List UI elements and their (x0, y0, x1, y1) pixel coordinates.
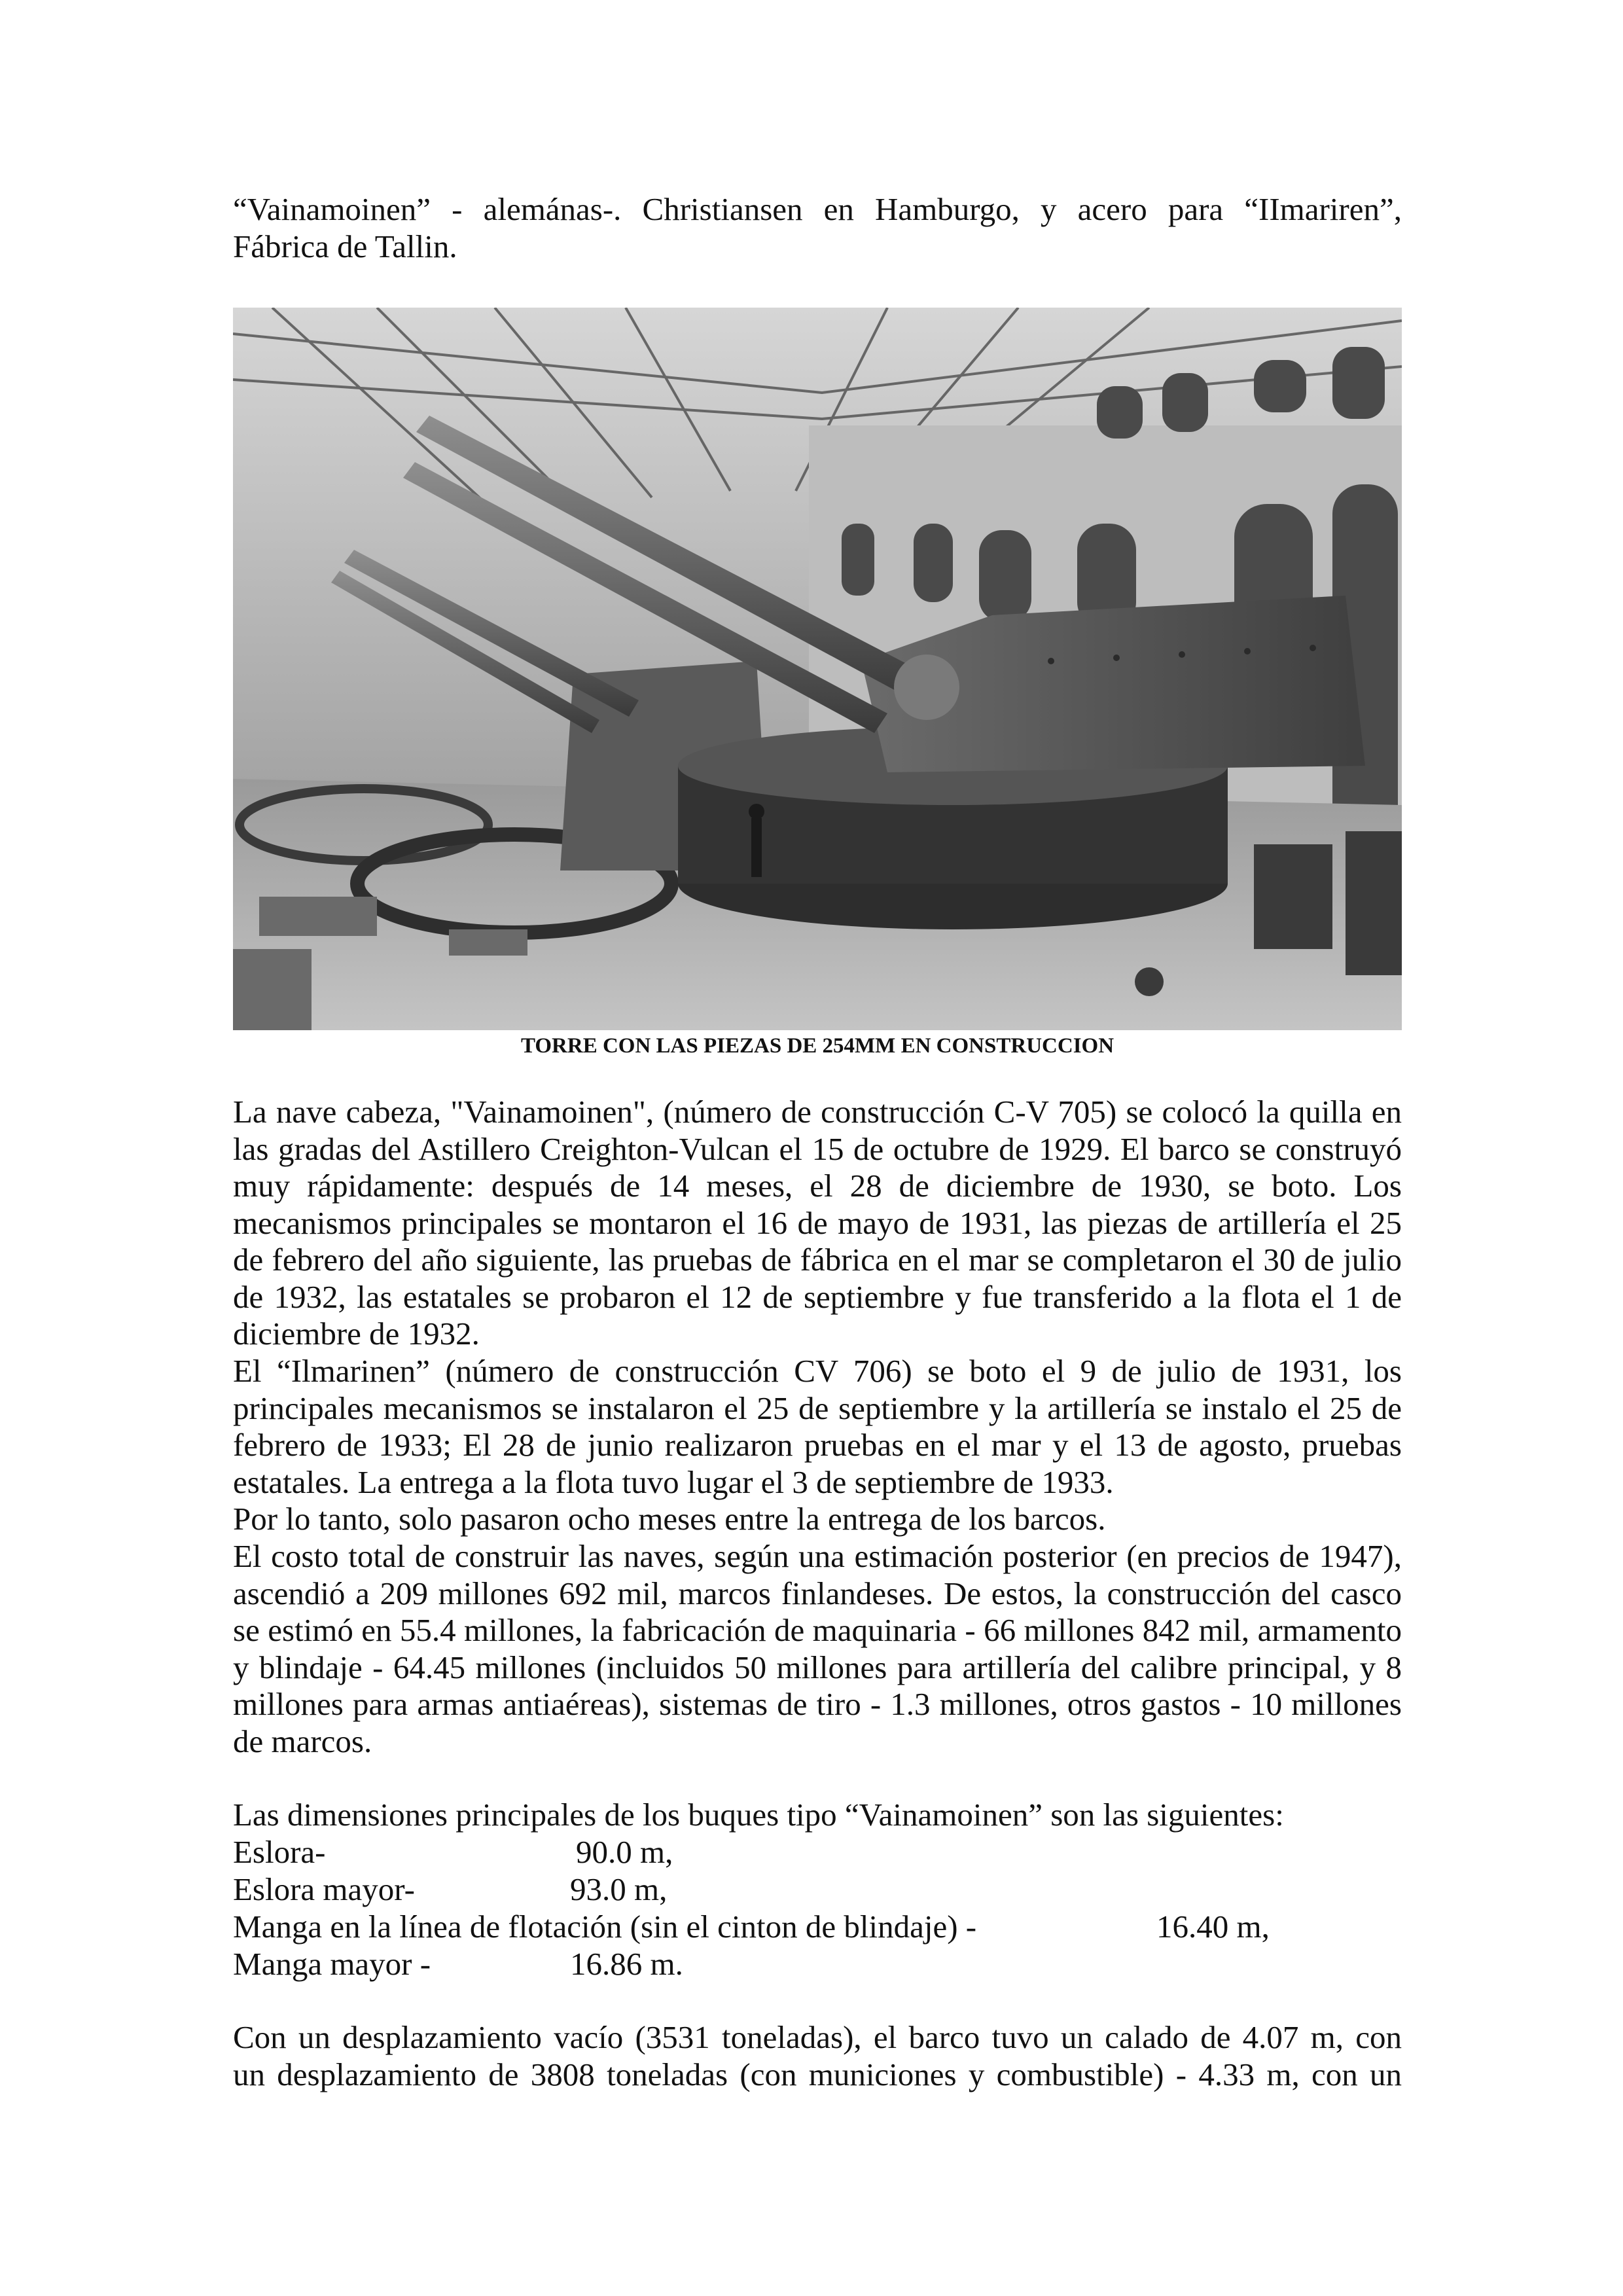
closing-line-2: un desplazamiento de 3808 toneladas (con municiones y combustible) - 4.33 m, con un (233, 2056, 1402, 2092)
dimension-label: Eslora mayor- (233, 1871, 415, 1907)
paragraph-summary: Por lo tanto, solo pasaron ocho meses entre la entrega de los barcos. (233, 1501, 1106, 1537)
dimensions-heading: Las dimensiones principales de los buques tipo “Vainamoinen” son las siguientes: (233, 1797, 1284, 1833)
dimension-value: 16.40 m, (1156, 1909, 1270, 1945)
intro-line-2: Fábrica de Tallin. (233, 228, 457, 264)
closing-line-1: Con un desplazamiento vacío (3531 toneladas), el barco tuvo un calado de 4.07 m, con (233, 2019, 1402, 2055)
paragraph-vainamoinen: La nave cabeza, "Vainamoinen", (número de construcción C-V 705) se colocó la quilla en las gradas del Astillero Creighton-Vulcan el 15 de octubre de 1929. El barco se construyó muy rápidamente: después de 14 meses, el 28 de diciembre de 1930, se boto. Los mecanismos principales se montaron el 16 de mayo de 1931, las piezas de artillería el 25 de febrero del año siguiente, las pruebas de fábrica en el mar se completaron el 30 de julio de 1932, las estatales se probaron el 12 de septiembre y fue transferido a la flota el 1 de diciembre de 1932. (233, 1094, 1402, 1352)
photo-caption: TORRE CON LAS PIEZAS DE 254MM EN CONSTRUCCION (520, 1034, 1115, 1058)
turret-construction-photo (233, 308, 1402, 1030)
intro-line-1: “Vainamoinen” - alemánas-. Christiansen en Hamburgo, y acero para “IImariren”, (233, 191, 1402, 227)
paragraph-ilmarinen: El “Ilmarinen” (número de construcción CV 706) se boto el 9 de julio de 1931, los principales mecanismos se instalaron el 25 de septiembre y la artillería se instalo el 25 de febrero de 1933; El 28 de junio realizaron pruebas en el mar y el 13 de agosto, pruebas estatales. La entrega a la flota tuvo lugar el 3 de septiembre de 1933. (233, 1353, 1402, 1500)
dimension-value: 93.0 m, (570, 1871, 668, 1907)
dimension-label: Eslora- (233, 1834, 326, 1870)
dimension-label: Manga mayor - (233, 1946, 431, 1982)
dimension-label: Manga en la línea de flotación (sin el cinton de blindaje) - (233, 1909, 977, 1945)
dimension-value: 90.0 m, (576, 1834, 673, 1870)
paragraph-costs: El costo total de construir las naves, según una estimación posterior (en precios de 1947), ascendió a 209 millones 692 mil, marcos finlandeses. De estos, la construcción del casco se estimó en 55.4 millones, la fabricación de maquinaria - 66 millones 842 mil, armamento y blindaje - 64.45 millones (incluidos 50 millones para artillería del calibre principal, y 8 millones para armas antiaéreas), sistemas de tiro - 1.3 millones, otros gastos - 10 millones de marcos. (233, 1538, 1402, 1759)
dimension-value: 16.86 m. (570, 1946, 683, 1982)
